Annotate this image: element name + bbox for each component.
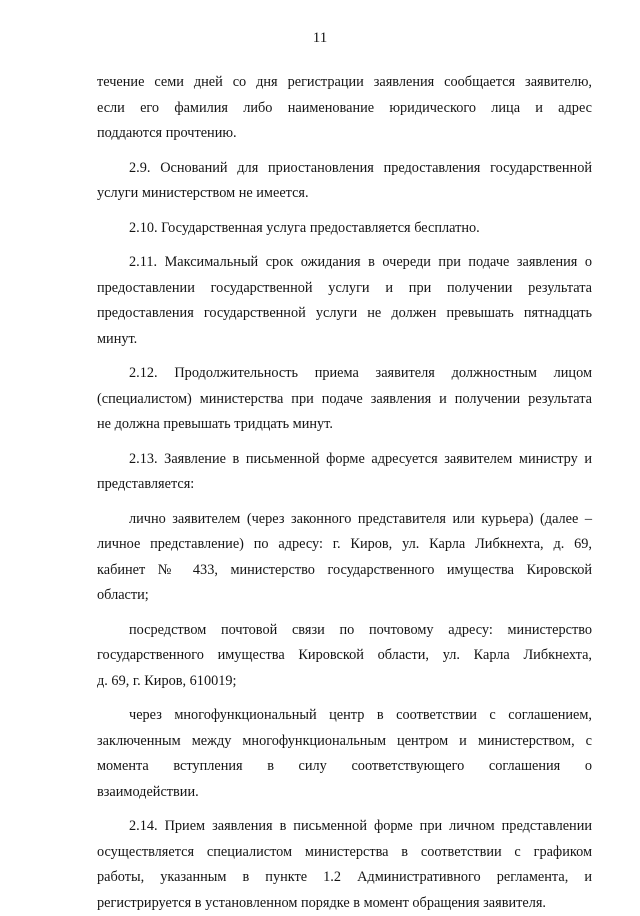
text-line: осуществляется специалистом министерства в соответствии с графиком — [97, 840, 592, 866]
text-line: услуги министерством не имеется. — [97, 181, 592, 207]
text-line: предоставлении государственной услуги и при получении результата — [97, 276, 592, 302]
text-line: государственного имущества Кировской области, ул. Карла Либкнехта, — [97, 643, 592, 669]
text-line: заключенным между многофункциональным центром и министерством, с — [97, 729, 592, 755]
text-line: представляется: — [97, 472, 592, 498]
text-line: поддаются прочтению. — [97, 121, 592, 147]
text-line: личное представление) по адресу: г. Киров, ул. Карла Либкнехта, д. 69, — [97, 532, 592, 558]
text-line: лично заявителем (через законного представителя или курьера) (далее – — [97, 507, 592, 533]
text-line: д. 69, г. Киров, 610019; — [97, 669, 592, 695]
text-line: взаимодействии. — [97, 780, 592, 806]
text-line: если его фамилия либо наименование юридического лица и адрес — [97, 96, 592, 122]
page-number: 11 — [0, 30, 640, 47]
text-line: 2.14. Прием заявления в письменной форме при личном представлении — [97, 814, 592, 840]
text-line: предоставления государственной услуги не должен превышать пятнадцать — [97, 301, 592, 327]
text-line: (специалистом) министерства при подаче заявления и получении результата — [97, 387, 592, 413]
text-line: 2.10. Государственная услуга предоставляется бесплатно. — [97, 216, 592, 242]
text-line: 2.11. Максимальный срок ожидания в очереди при подаче заявления о — [97, 250, 592, 276]
text-line: кабинет № 433, министерство государственного имущества Кировской — [97, 558, 592, 584]
text-line: 2.12. Продолжительность приема заявителя должностным лицом — [97, 361, 592, 387]
text-line: посредством почтовой связи по почтовому адресу: министерство — [97, 618, 592, 644]
text-line: через многофункциональный центр в соответствии с соглашением, — [97, 703, 592, 729]
text-line: работы, указанным в пункте 1.2 Административного регламента, и — [97, 865, 592, 891]
document-body — [97, 70, 592, 916]
text-line: не должна превышать тридцать минут. — [97, 412, 592, 438]
text-line: 2.13. Заявление в письменной форме адресуется заявителем министру и — [97, 447, 592, 473]
text-line: минут. — [97, 327, 592, 353]
text-line: течение семи дней со дня регистрации заявления сообщается заявителю, — [97, 70, 592, 96]
text-line: момента вступления в силу соответствующего соглашения о — [97, 754, 592, 780]
text-line: регистрируется в установленном порядке в момент обращения заявителя. — [97, 891, 592, 916]
text-line: 2.9. Оснований для приостановления предоставления государственной — [97, 156, 592, 182]
text-line: области; — [97, 583, 592, 609]
